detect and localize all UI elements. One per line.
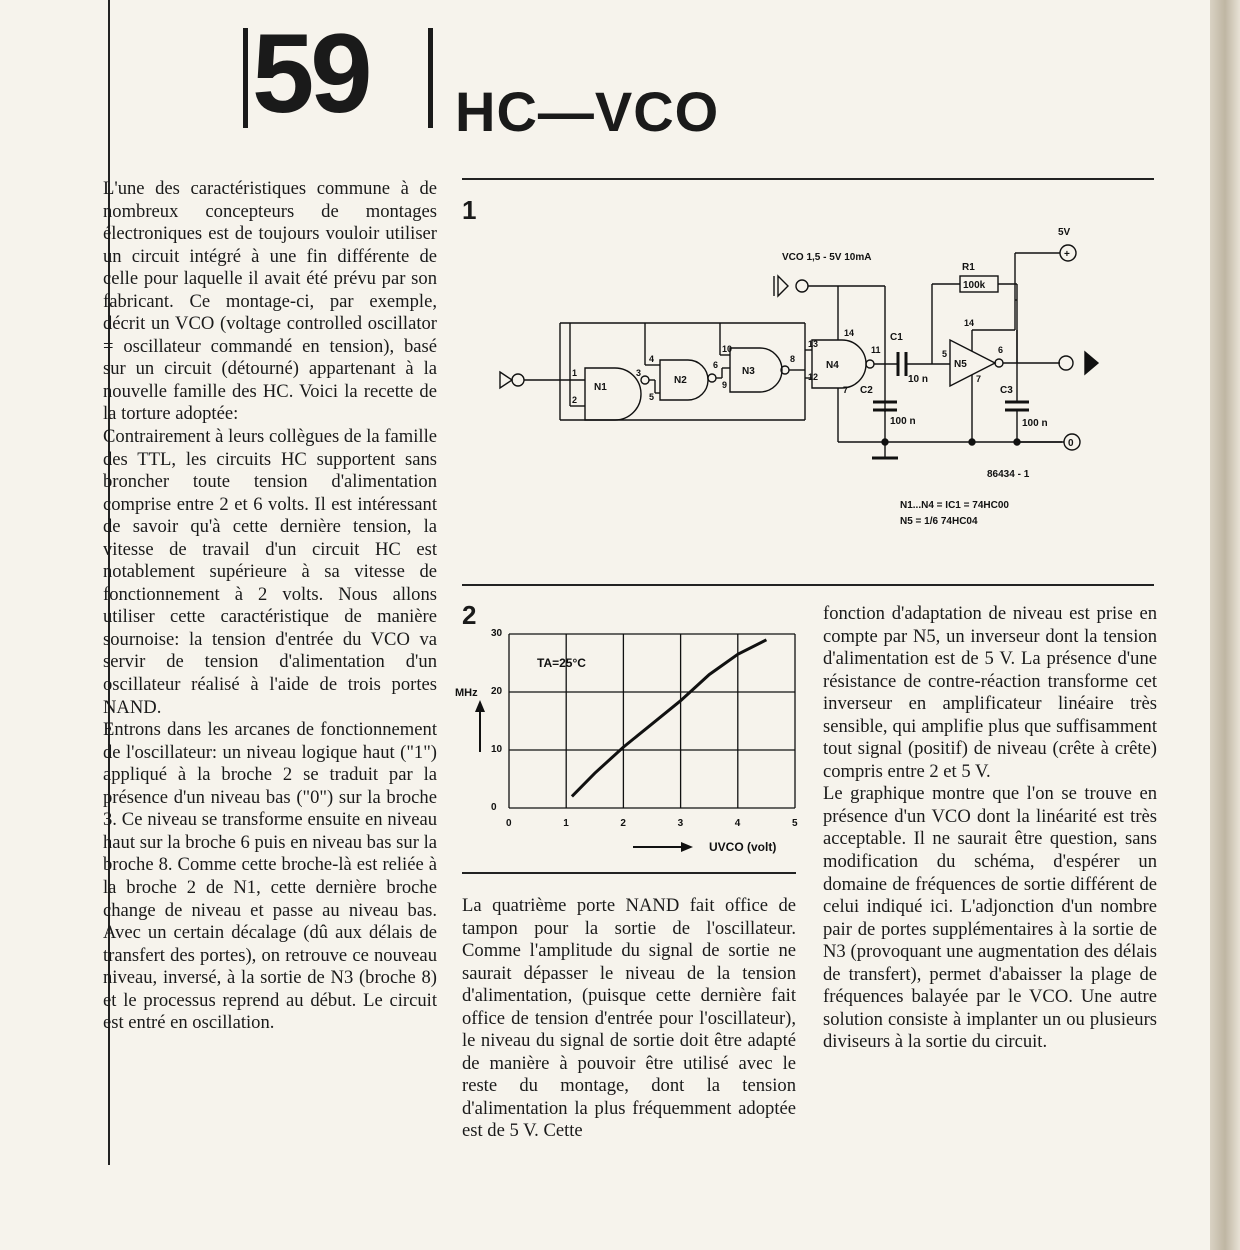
svg-text:100 n: 100 n: [890, 416, 916, 427]
svg-text:N4: N4: [826, 360, 839, 371]
svg-text:N1...N4 = IC1 = 74HC00: N1...N4 = IC1 = 74HC00: [900, 500, 1009, 511]
y-tick-label: 20: [491, 686, 503, 697]
svg-text:3: 3: [636, 368, 642, 378]
input-arrow-icon: [500, 372, 512, 388]
y-tick-label: 30: [491, 628, 503, 639]
svg-text:C3: C3: [1000, 385, 1013, 396]
figure1-top-rule: [462, 178, 1154, 180]
output-arrow-icon: [1085, 352, 1098, 374]
svg-text:8: 8: [790, 354, 796, 364]
svg-text:N5 = 1/6 74HC04: N5 = 1/6 74HC04: [900, 516, 978, 527]
svg-text:C2: C2: [860, 385, 873, 396]
figure1-schematic: [460, 190, 1160, 530]
svg-text:5: 5: [649, 392, 655, 402]
svg-text:100 n: 100 n: [1022, 418, 1048, 429]
svg-text:5V: 5V: [1058, 227, 1071, 238]
y-axis-label: MHz: [455, 687, 478, 699]
number-bar-right: [428, 28, 433, 128]
input-terminal: [512, 374, 524, 386]
y-arrow-head-icon: [475, 700, 485, 712]
svg-text:0: 0: [1068, 438, 1074, 449]
x-tick-label: 2: [620, 818, 626, 829]
x-tick-label: 5: [792, 818, 798, 829]
svg-text:N1: N1: [594, 382, 607, 393]
article-number: 59: [252, 11, 369, 136]
article-title: HC—VCO: [455, 80, 720, 143]
svg-text:5: 5: [942, 349, 948, 359]
svg-text:14: 14: [964, 318, 975, 328]
svg-text:9: 9: [722, 380, 728, 390]
text-column-right: fonction d'adaptation de niveau est prise en compte par N5, un inverseur dont la tension d'alimentation est de 5 V. La présence d'une résistance de contre-réaction transforme cet inverseur en amplificateur linéaire très sensible, qui amplifie plus que suffisamment tout signal (positif) de niveau (crête à crête) compris entre 2 et 5 V. Le graphique montre que l'on se trouve en présence d'un VCO dont la linéarité est très acceptable. Il ne saurait être question, sans modification du schéma, d'espérer un domaine de fréquences de sortie différent de celui indiqué ici. L'adjonction d'un nombre pair de portes supplémentaires à la sortie de N3 (provoquant une augmentation des délais de transfert), permet d'abaisser la plage de fréquences balayée par le VCO. Une autre solution consiste à implanter un ou plusieurs diviseurs à la sortie du circuit.: [823, 603, 1157, 1053]
gate-n3: [730, 348, 782, 392]
svg-text:N3: N3: [742, 366, 755, 377]
svg-text:VCO 1,5 - 5V 10mA: VCO 1,5 - 5V 10mA: [782, 252, 872, 263]
svg-text:12: 12: [808, 372, 819, 382]
x-tick-label: 4: [734, 818, 741, 829]
figure1-number: 1: [462, 195, 477, 225]
y-tick-label: 0: [491, 802, 497, 813]
svg-text:C1: C1: [890, 332, 903, 343]
figure2-top-rule: [462, 584, 1154, 586]
figure2-bottom-rule: [462, 872, 796, 874]
gate-n4: [812, 340, 866, 388]
x-arrow-head-icon: [681, 842, 693, 852]
svg-text:2: 2: [572, 395, 578, 405]
svg-text:13: 13: [808, 339, 819, 349]
svg-text:10 n: 10 n: [908, 374, 929, 385]
svg-text:14: 14: [844, 328, 855, 338]
svg-text:N2: N2: [674, 375, 687, 386]
figure2-chart: [455, 620, 800, 880]
svg-text:6: 6: [713, 360, 719, 370]
number-bar-left: [243, 28, 248, 128]
output-terminal: [1059, 356, 1073, 370]
y-tick-label: 10: [491, 744, 503, 755]
page-edge: [1210, 0, 1240, 1250]
svg-text:7: 7: [843, 385, 849, 395]
svg-text:100k: 100k: [963, 280, 986, 291]
text-column-left: L'une des caractéristiques commune à de nombreux concepteurs de montages électroniques est de toujours vouloir utiliser un circuit intégré à une fin différente de celle pour laquelle il avait été prévu par son fabricant. Ce montage-ci, par exemple, décrit un VCO (voltage controlled oscillator = oscillateur commandé en tension), basé sur un circuit (détourné) appartenant à la nouvelle famille des HC. Voici la recette de la torture adoptée: Contrairement à leurs collègues de la famille des TTL, les circuits HC supportent sans broncher toute tension d'alimentation comprise entre 2 et 6 volts. Il est intéressant de savoir qu'à cette dernière tension, la vitesse de travail d'un circuit HC est notablement supérieure à sa vitesse de fonctionnement à 2 volts. Nous allons utiliser cette caractéristique de manière sournoise: la tension d'entrée du VCO va servir de tension d'alimentation d'un oscillateur réalisé à l'aide de trois portes NAND. Entrons dans les arcanes de fonctionnement de l'oscillateur: un niveau logique haut ("1") appliqué à la broche 2 se traduit par la présence d'un niveau bas ("0") sur la broche 3. Ce niveau se transforme ensuite en niveau haut sur la broche 6 puis en niveau bas sur la broche 8. Comme cette broche-là est reliée à la broche 2 de N1, cette dernière broche change de niveau et passe au niveau bas. Avec un certain décalage (dû aux délais de transfert des portes), on retrouve ce nouveau niveau, inversé, à la sortie de N3 (broche 8) et le processus reprend au début. Le circuit est entré en oscillation.: [103, 178, 437, 1034]
x-tick-label: 1: [563, 818, 569, 829]
text-column-middle: La quatrième porte NAND fait office de tampon pour la sortie de l'oscillateur. Comme l'amplitude du signal de sortie ne saurait dépasser le niveau de la tension d'alimentation, (puisque cette dernière fait office de tension d'entrée pour l'oscillateur), le niveau du signal de sortie doit être adapté de manière à pouvoir être utilisé avec le reste du montage, dont la tension d'alimentation la plus fréquemment adoptée est de 5 V. Cette: [462, 895, 801, 1142]
x-tick-label: 3: [677, 818, 684, 829]
svg-text:10: 10: [722, 344, 733, 354]
svg-text:+: +: [1064, 249, 1070, 260]
x-tick-label: 0: [506, 818, 512, 829]
figure2-number: 2: [462, 600, 477, 630]
chart-annotation: TA=25°C: [537, 656, 586, 670]
svg-text:N5: N5: [954, 359, 967, 370]
svg-text:11: 11: [871, 345, 881, 355]
vco-input-arrow-icon: [778, 276, 788, 296]
gate-n1: [585, 368, 641, 420]
svg-text:1: 1: [572, 368, 578, 378]
svg-text:4: 4: [649, 354, 655, 364]
svg-text:6: 6: [998, 345, 1004, 355]
x-axis-label: UVCO (volt): [709, 840, 777, 854]
svg-text:R1: R1: [962, 262, 975, 273]
svg-text:7: 7: [976, 374, 982, 384]
svg-text:86434 - 1: 86434 - 1: [987, 469, 1030, 480]
